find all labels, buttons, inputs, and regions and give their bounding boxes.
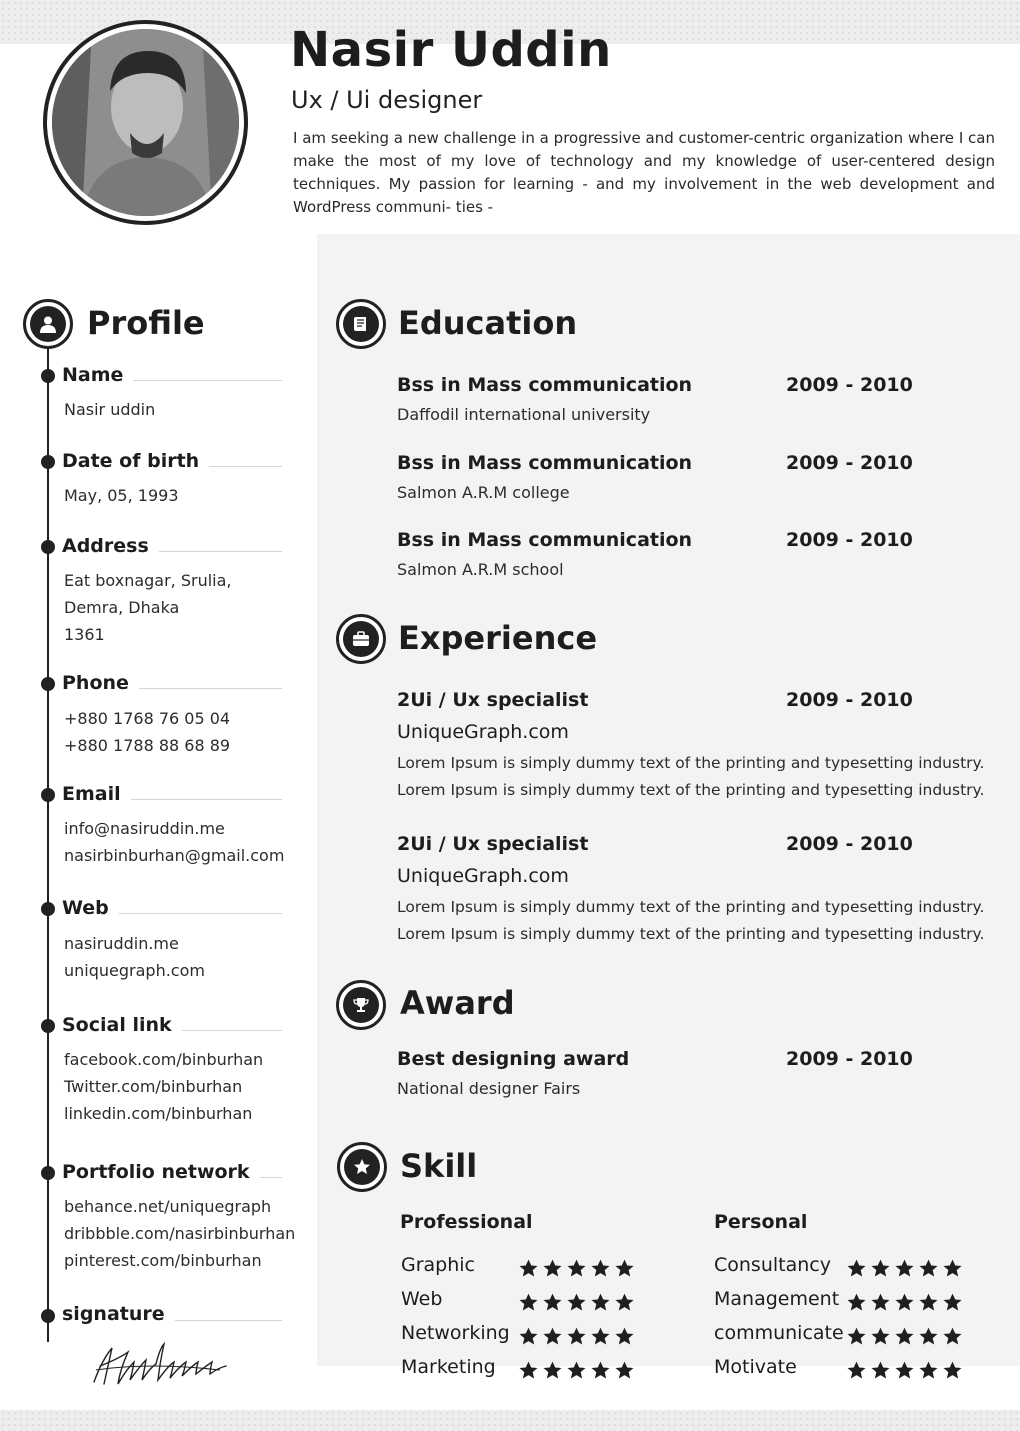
rating-star-icon — [918, 1326, 939, 1351]
entry-years: 2009 - 2010 — [786, 529, 913, 551]
rating-star-icon — [614, 1326, 635, 1351]
skill-name: communicate — [714, 1322, 844, 1344]
company-name: UniqueGraph.com — [397, 721, 569, 743]
rating-star-icon — [894, 1360, 915, 1385]
skill-rating — [846, 1326, 963, 1351]
profile-value-line: info@nasiruddin.me — [64, 819, 225, 838]
award-name: Best designing award — [397, 1048, 630, 1070]
profile-value-line: nasiruddin.me — [64, 934, 179, 953]
position-title: 2Ui / Ux specialist — [397, 833, 589, 855]
rating-star-icon — [942, 1258, 963, 1283]
timeline-dot — [41, 1309, 55, 1323]
profile-value-line: Eat boxnagar, Srulia, — [64, 571, 232, 590]
skill-name: Graphic — [401, 1254, 476, 1276]
rating-star-icon — [566, 1258, 587, 1283]
profile-label: Portfolio network — [62, 1161, 260, 1183]
skill-heading: Skill — [400, 1147, 478, 1185]
profile-value-line: nasirbinburhan@gmail.com — [64, 846, 285, 865]
entry-years: 2009 - 2010 — [786, 1048, 913, 1070]
company-name: UniqueGraph.com — [397, 865, 569, 887]
rating-star-icon — [614, 1360, 635, 1385]
profile-value-line: pinterest.com/binburhan — [64, 1251, 262, 1270]
school-name: Salmon A.R.M college — [397, 483, 570, 502]
profile-value-line: Demra, Dhaka — [64, 598, 180, 617]
rating-star-icon — [614, 1292, 635, 1317]
description-line: Lorem Ipsum is simply dummy text of the printing and typesetting industry. — [397, 754, 985, 772]
degree-title: Bss in Mass communication — [397, 529, 693, 551]
rating-star-icon — [590, 1360, 611, 1385]
entry-years: 2009 - 2010 — [786, 452, 913, 474]
entry-years: 2009 - 2010 — [786, 833, 913, 855]
rating-star-icon — [590, 1292, 611, 1317]
profile-value — [64, 930, 205, 984]
rating-star-icon — [846, 1292, 867, 1317]
rating-star-icon — [918, 1292, 939, 1317]
entry-years: 2009 - 2010 — [786, 689, 913, 711]
profile-value — [64, 482, 179, 509]
profile-heading: Profile — [87, 304, 205, 342]
job-description — [397, 894, 984, 948]
profile-value-line: behance.net/uniquegraph — [64, 1197, 272, 1216]
rating-star-icon — [894, 1292, 915, 1317]
timeline-dot — [41, 677, 55, 691]
candidate-name: Nasir Uddin — [290, 22, 612, 78]
skill-rating — [846, 1292, 963, 1317]
profile-value-line: linkedin.com/binburhan — [64, 1104, 253, 1123]
star-icon — [337, 1142, 387, 1192]
candidate-summary: I am seeking a new challenge in a progressive and customer-centric organization where I can make the most of my love of technology and my knowledge of user-centered design techniques. My passion for learning - and my involvement in the web development and WordPress communi- ties - — [293, 129, 995, 216]
profile-value — [64, 1193, 295, 1274]
rating-star-icon — [870, 1326, 891, 1351]
timeline-dot — [41, 1019, 55, 1033]
skill-name: Consultancy — [714, 1254, 831, 1276]
profile-value-line: dribbble.com/nasirbinburhan — [64, 1224, 296, 1243]
rating-star-icon — [518, 1360, 539, 1385]
degree-title: Bss in Mass communication — [397, 374, 693, 396]
profile-photo — [43, 20, 248, 225]
degree-title: Bss in Mass communication — [397, 452, 693, 474]
profile-value — [64, 1046, 263, 1127]
profile-value — [64, 567, 232, 648]
rating-star-icon — [542, 1292, 563, 1317]
rating-star-icon — [542, 1326, 563, 1351]
rating-star-icon — [518, 1326, 539, 1351]
profile-value — [64, 396, 155, 423]
profile-value-line: Twitter.com/binburhan — [64, 1077, 243, 1096]
school-name: Daffodil international university — [397, 405, 651, 424]
experience-heading: Experience — [398, 619, 598, 657]
profile-label: Name — [62, 364, 133, 386]
skill-rating — [846, 1360, 963, 1385]
entry-years: 2009 - 2010 — [786, 374, 913, 396]
profile-value-line: facebook.com/binburhan — [64, 1050, 264, 1069]
rating-star-icon — [566, 1292, 587, 1317]
rating-star-icon — [542, 1258, 563, 1283]
skill-name: Management — [714, 1288, 840, 1310]
skill-name: Motivate — [714, 1356, 797, 1378]
position-title: 2Ui / Ux specialist — [397, 689, 589, 711]
rating-star-icon — [942, 1360, 963, 1385]
profile-value-line: May, 05, 1993 — [64, 486, 179, 505]
rating-star-icon — [870, 1258, 891, 1283]
description-line: Lorem Ipsum is simply dummy text of the printing and typesetting industry. — [397, 925, 985, 943]
rating-star-icon — [614, 1258, 635, 1283]
description-line: Lorem Ipsum is simply dummy text of the printing and typesetting industry. — [397, 781, 985, 799]
trophy-icon — [336, 980, 386, 1030]
rating-star-icon — [894, 1326, 915, 1351]
school-name: Salmon A.R.M school — [397, 560, 564, 579]
rating-star-icon — [870, 1292, 891, 1317]
professional-skills-heading: Professional — [400, 1211, 533, 1233]
signature-image — [90, 1340, 230, 1388]
profile-label: Address — [62, 535, 159, 557]
rating-star-icon — [846, 1326, 867, 1351]
timeline-dot — [41, 1166, 55, 1180]
timeline-dot — [41, 788, 55, 802]
skill-name: Marketing — [401, 1356, 496, 1378]
award-heading: Award — [400, 984, 515, 1022]
profile-value — [64, 705, 230, 759]
rating-star-icon — [846, 1258, 867, 1283]
rating-star-icon — [590, 1258, 611, 1283]
timeline-dot — [41, 369, 55, 383]
skill-rating — [518, 1292, 635, 1317]
briefcase-icon — [336, 614, 386, 664]
skill-name: Networking — [401, 1322, 510, 1344]
timeline-dot — [41, 540, 55, 554]
rating-star-icon — [846, 1360, 867, 1385]
job-description — [397, 750, 984, 804]
skill-name: Web — [401, 1288, 443, 1310]
rating-star-icon — [518, 1258, 539, 1283]
rating-star-icon — [894, 1258, 915, 1283]
profile-label: Phone — [62, 672, 139, 694]
award-event: National designer Fairs — [397, 1079, 581, 1098]
profile-value-line: 1361 — [64, 625, 105, 644]
timeline-dot — [41, 902, 55, 916]
skill-rating — [518, 1360, 635, 1385]
book-icon — [336, 299, 386, 349]
profile-value-line: +880 1788 88 68 89 — [64, 736, 231, 755]
candidate-role: Ux / Ui designer — [291, 86, 483, 114]
avatar — [52, 29, 239, 216]
rating-star-icon — [918, 1258, 939, 1283]
profile-label: Date of birth — [62, 450, 209, 472]
profile-label: Web — [62, 897, 119, 919]
rating-star-icon — [918, 1360, 939, 1385]
rating-star-icon — [590, 1326, 611, 1351]
skill-rating — [846, 1258, 963, 1283]
rating-star-icon — [870, 1360, 891, 1385]
rating-star-icon — [542, 1360, 563, 1385]
timeline-dot — [41, 455, 55, 469]
rating-star-icon — [942, 1292, 963, 1317]
user-icon — [23, 299, 73, 349]
skill-rating — [518, 1326, 635, 1351]
profile-value-line: uniquegraph.com — [64, 961, 205, 980]
profile-value — [64, 815, 284, 869]
profile-value-line: +880 1768 76 05 04 — [64, 709, 231, 728]
profile-label: Email — [62, 783, 131, 805]
profile-label: Social link — [62, 1014, 182, 1036]
profile-value-line: Nasir uddin — [64, 400, 156, 419]
description-line: Lorem Ipsum is simply dummy text of the printing and typesetting industry. — [397, 898, 985, 916]
skill-rating — [518, 1258, 635, 1283]
personal-skills-heading: Personal — [714, 1211, 808, 1233]
rating-star-icon — [518, 1292, 539, 1317]
profile-label: signature — [62, 1303, 175, 1325]
rating-star-icon — [942, 1326, 963, 1351]
education-heading: Education — [398, 304, 578, 342]
rating-star-icon — [566, 1360, 587, 1385]
rating-star-icon — [566, 1326, 587, 1351]
